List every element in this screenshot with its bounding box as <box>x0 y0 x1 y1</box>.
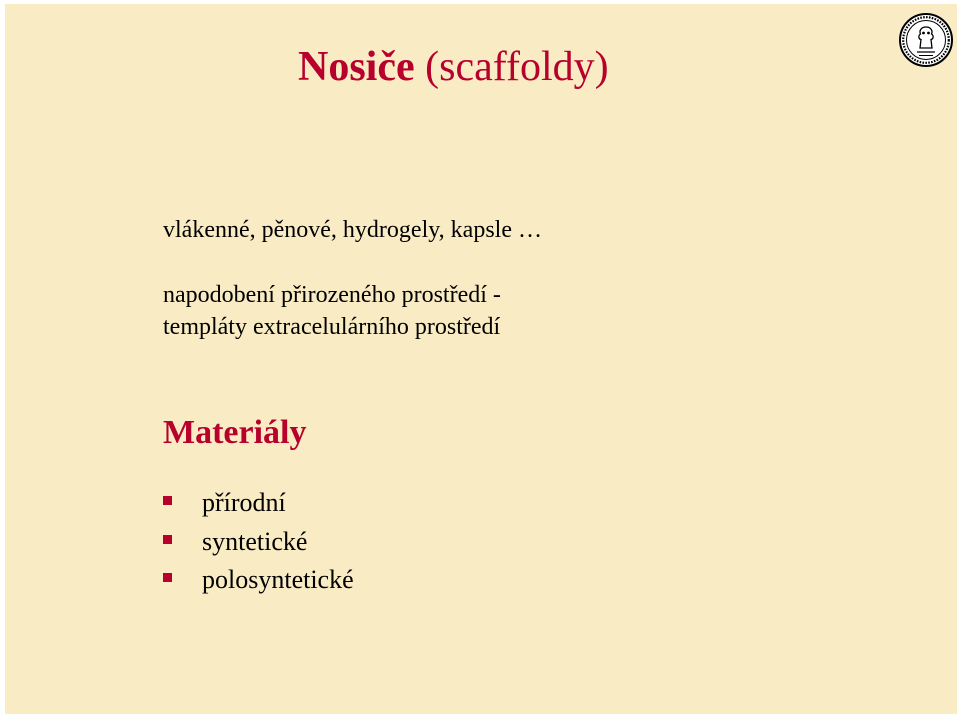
materials-heading: Materiály <box>163 414 307 451</box>
material-synthetic: syntetické <box>202 526 308 556</box>
university-seal-icon <box>898 12 954 68</box>
square-bullet-icon <box>163 535 172 544</box>
square-bullet-icon <box>163 496 172 505</box>
purpose-line-2: templáty extracelulárního prostředí <box>163 314 501 340</box>
slide <box>5 4 957 714</box>
square-bullet-icon <box>163 573 172 582</box>
material-semisynthetic: polosyntetické <box>202 565 354 594</box>
slide-title <box>298 44 609 90</box>
title-main-word: Nosiče <box>298 44 415 90</box>
material-natural: přírodní <box>202 488 286 517</box>
title-parenthetical: (scaffoldy) <box>414 44 609 90</box>
purpose-line-1: napodobení přirozeného prostředí - <box>163 282 501 308</box>
scaffold-types-text: vlákenné, pěnové, hydrogely, kapsle … <box>163 217 542 243</box>
